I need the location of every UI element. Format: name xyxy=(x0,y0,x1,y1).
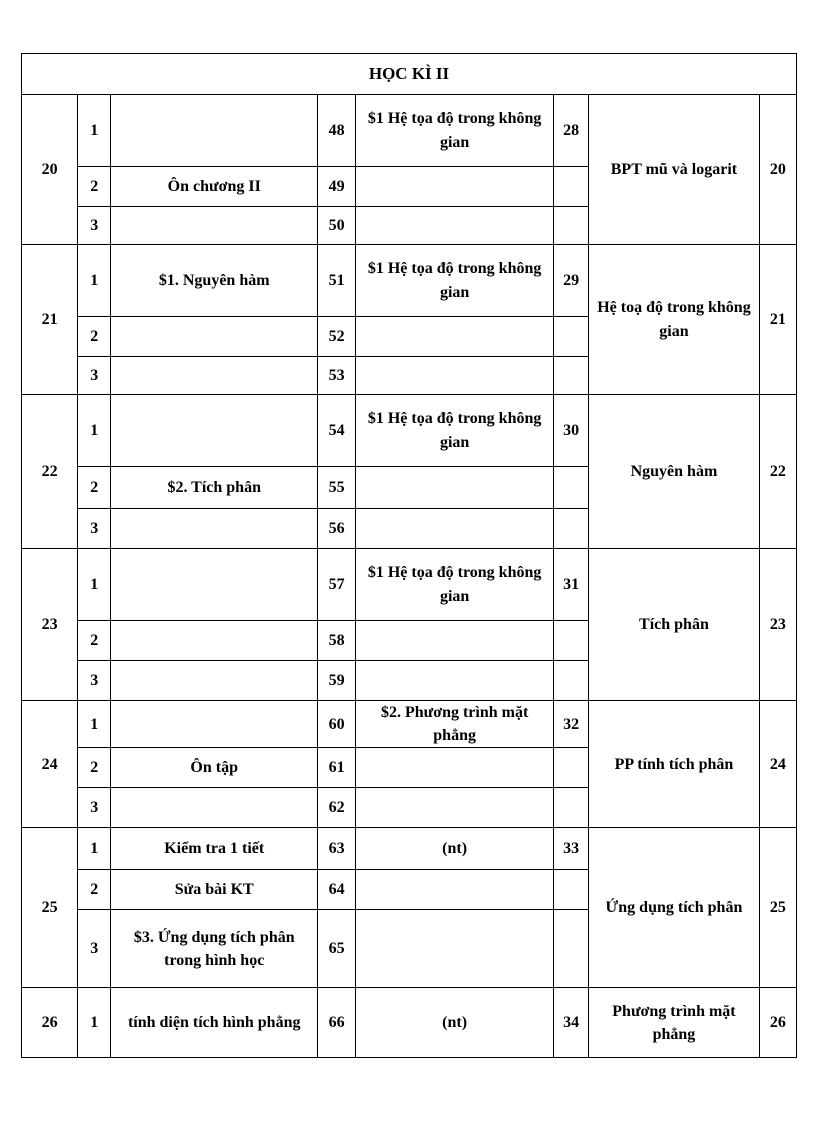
lesson-number: 61 xyxy=(318,748,356,788)
topic-week-number: 20 xyxy=(759,95,796,245)
geometry-title: (nt) xyxy=(356,988,554,1058)
lesson-number: 55 xyxy=(318,467,356,509)
lesson-title xyxy=(111,701,318,748)
week-number: 25 xyxy=(22,828,78,988)
period-number: 1 xyxy=(78,395,111,467)
lesson-title: $2. Tích phân xyxy=(111,467,318,509)
geometry-number xyxy=(554,509,589,549)
geometry-title xyxy=(356,357,554,395)
topic-title: Nguyên hàm xyxy=(589,395,760,549)
geometry-title xyxy=(356,661,554,701)
lesson-number: 62 xyxy=(318,788,356,828)
geometry-title xyxy=(356,509,554,549)
topic-title: Hệ toạ độ trong không gian xyxy=(589,245,760,395)
lesson-number: 64 xyxy=(318,870,356,910)
geometry-number xyxy=(554,621,589,661)
geometry-title xyxy=(356,788,554,828)
geometry-number xyxy=(554,788,589,828)
week-number: 21 xyxy=(22,245,78,395)
period-number: 3 xyxy=(78,661,111,701)
geometry-title: $2. Phương trình mặt phẳng xyxy=(356,701,554,748)
period-number: 1 xyxy=(78,245,111,317)
period-number: 1 xyxy=(78,828,111,870)
lesson-title xyxy=(111,661,318,701)
period-number: 2 xyxy=(78,167,111,207)
period-number: 2 xyxy=(78,467,111,509)
lesson-number: 54 xyxy=(318,395,356,467)
lesson-title xyxy=(111,788,318,828)
topic-week-number: 21 xyxy=(759,245,796,395)
topic-title: Ứng dụng tích phân xyxy=(589,828,760,988)
lesson-title xyxy=(111,317,318,357)
geometry-number xyxy=(554,207,589,245)
topic-title: Tích phân xyxy=(589,549,760,701)
geometry-number: 33 xyxy=(554,828,589,870)
table-row xyxy=(22,828,797,870)
geometry-title xyxy=(356,317,554,357)
week-number: 20 xyxy=(22,95,78,245)
topic-title: BPT mũ và logarit xyxy=(589,95,760,245)
week-number: 26 xyxy=(22,988,78,1058)
lesson-number: 56 xyxy=(318,509,356,549)
schedule-page xyxy=(21,53,797,1058)
geometry-title: $1 Hệ tọa độ trong không gian xyxy=(356,549,554,621)
lesson-title xyxy=(111,509,318,549)
lesson-number: 49 xyxy=(318,167,356,207)
geometry-title: $1 Hệ tọa độ trong không gian xyxy=(356,245,554,317)
lesson-title: $3. Ứng dụng tích phân trong hình học xyxy=(111,910,318,988)
geometry-title xyxy=(356,910,554,988)
lesson-title xyxy=(111,357,318,395)
topic-week-number: 26 xyxy=(759,988,796,1058)
semester-title: HỌC KÌ II xyxy=(22,54,797,95)
week-number: 23 xyxy=(22,549,78,701)
geometry-title xyxy=(356,167,554,207)
geometry-title: (nt) xyxy=(356,828,554,870)
lesson-title: Ôn chương II xyxy=(111,167,318,207)
lesson-title xyxy=(111,621,318,661)
geometry-title: $1 Hệ tọa độ trong không gian xyxy=(356,95,554,167)
lesson-number: 48 xyxy=(318,95,356,167)
geometry-number: 34 xyxy=(554,988,589,1058)
lesson-title xyxy=(111,395,318,467)
geometry-number xyxy=(554,167,589,207)
geometry-number: 31 xyxy=(554,549,589,621)
table-row xyxy=(22,95,797,167)
geometry-number xyxy=(554,748,589,788)
geometry-number xyxy=(554,910,589,988)
lesson-title: $1. Nguyên hàm xyxy=(111,245,318,317)
lesson-title: Ôn tập xyxy=(111,748,318,788)
lesson-number: 58 xyxy=(318,621,356,661)
lesson-number: 60 xyxy=(318,701,356,748)
table-row xyxy=(22,245,797,317)
period-number: 3 xyxy=(78,357,111,395)
week-number: 22 xyxy=(22,395,78,549)
period-number: 3 xyxy=(78,509,111,549)
lesson-number: 63 xyxy=(318,828,356,870)
period-number: 2 xyxy=(78,748,111,788)
geometry-number: 29 xyxy=(554,245,589,317)
period-number: 2 xyxy=(78,621,111,661)
lesson-number: 52 xyxy=(318,317,356,357)
geometry-number xyxy=(554,357,589,395)
geometry-number xyxy=(554,870,589,910)
geometry-number: 28 xyxy=(554,95,589,167)
lesson-title: tính diện tích hình phẳng xyxy=(111,988,318,1058)
period-number: 1 xyxy=(78,549,111,621)
lesson-number: 57 xyxy=(318,549,356,621)
geometry-number xyxy=(554,317,589,357)
topic-title: Phương trình mặt phẳng xyxy=(589,988,760,1058)
geometry-title xyxy=(356,621,554,661)
lesson-number: 65 xyxy=(318,910,356,988)
topic-title: PP tính tích phân xyxy=(589,701,760,828)
geometry-title: $1 Hệ tọa độ trong không gian xyxy=(356,395,554,467)
geometry-title xyxy=(356,467,554,509)
period-number: 1 xyxy=(78,988,111,1058)
table-row xyxy=(22,549,797,621)
topic-week-number: 22 xyxy=(759,395,796,549)
topic-week-number: 23 xyxy=(759,549,796,701)
table-row xyxy=(22,395,797,467)
period-number: 1 xyxy=(78,701,111,748)
period-number: 3 xyxy=(78,910,111,988)
table-row xyxy=(22,988,797,1058)
table-row xyxy=(22,701,797,748)
lesson-number: 59 xyxy=(318,661,356,701)
lesson-title: Kiểm tra 1 tiết xyxy=(111,828,318,870)
lesson-number: 51 xyxy=(318,245,356,317)
period-number: 1 xyxy=(78,95,111,167)
geometry-number xyxy=(554,467,589,509)
lesson-title xyxy=(111,549,318,621)
lesson-title: Sửa bài KT xyxy=(111,870,318,910)
period-number: 3 xyxy=(78,788,111,828)
period-number: 2 xyxy=(78,870,111,910)
period-number: 2 xyxy=(78,317,111,357)
geometry-number: 30 xyxy=(554,395,589,467)
lesson-title xyxy=(111,207,318,245)
geometry-title xyxy=(356,207,554,245)
lesson-title xyxy=(111,95,318,167)
schedule-table xyxy=(21,53,797,1058)
topic-week-number: 24 xyxy=(759,701,796,828)
lesson-number: 66 xyxy=(318,988,356,1058)
lesson-number: 53 xyxy=(318,357,356,395)
schedule-body xyxy=(22,95,797,1058)
geometry-title xyxy=(356,748,554,788)
geometry-number: 32 xyxy=(554,701,589,748)
period-number: 3 xyxy=(78,207,111,245)
topic-week-number: 25 xyxy=(759,828,796,988)
lesson-number: 50 xyxy=(318,207,356,245)
geometry-title xyxy=(356,870,554,910)
week-number: 24 xyxy=(22,701,78,828)
geometry-number xyxy=(554,661,589,701)
